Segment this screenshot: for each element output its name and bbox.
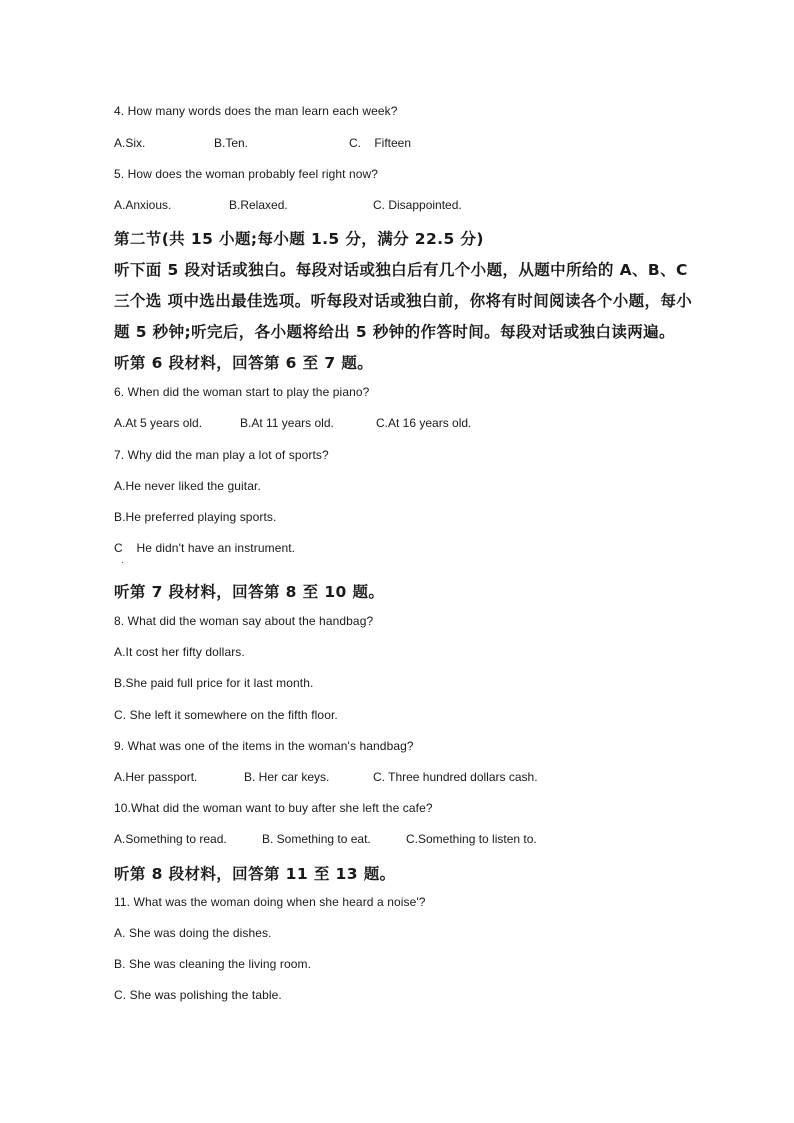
- question-4: 4. How many words does the man learn each week?: [114, 104, 398, 118]
- question-11-option-b: B. She was cleaning the living room.: [114, 957, 312, 971]
- question-6-option-c: C.At 16 years old.: [376, 416, 472, 430]
- question-6-option-a: A.At 5 years old.: [114, 416, 203, 430]
- question-11: 11. What was the woman doing when she heard a noise'?: [114, 895, 426, 909]
- question-4-option-b: B.Ten.: [214, 136, 249, 150]
- question-6: 6. When did the woman start to play the piano?: [114, 385, 370, 399]
- question-10-option-b: B. Something to eat.: [262, 832, 371, 846]
- question-8-option-b: B.She paid full price for it last month.: [114, 676, 314, 690]
- material-7-heading: 听第 7 段材料，回答第 8 至 10 题。: [114, 583, 385, 601]
- question-8-option-c: C. She left it somewhere on the fifth floor.: [114, 708, 338, 722]
- question-4-option-a: A.Six.: [114, 136, 146, 150]
- question-7: 7. Why did the man play a lot of sports?: [114, 448, 329, 462]
- question-6-option-b: B.At 11 years old.: [240, 416, 334, 430]
- question-8-option-a: A.It cost her fifty dollars.: [114, 645, 245, 659]
- question-9: 9. What was one of the items in the woman's handbag?: [114, 739, 414, 753]
- material-8-heading: 听第 8 段材料，回答第 11 至 13 题。: [114, 865, 396, 883]
- question-10: 10.What did the woman want to buy after she left the cafe?: [114, 801, 433, 815]
- question-9-option-b: B. Her car keys.: [244, 770, 330, 784]
- question-11-option-c: C. She was polishing the table.: [114, 988, 282, 1002]
- section-title: 第二节(共 15 小题;每小题 1.5 分，满分 22.5 分): [114, 230, 484, 248]
- stray-dot: [122, 562, 123, 563]
- question-8: 8. What did the woman say about the handbag?: [114, 614, 374, 628]
- question-7-option-b: B.He preferred playing sports.: [114, 510, 277, 524]
- question-5: 5. How does the woman probably feel right now?: [114, 167, 379, 181]
- question-5-option-a: A.Anxious.: [114, 198, 172, 212]
- section-instructions-line-2: 三个选 项中选出最佳选项。听每段对话或独白前，你将有时间阅读各个小题，每小: [114, 292, 693, 310]
- section-instructions-line-3: 题 5 秒钟;听完后，各小题将给出 5 秒钟的作答时间。每段对话或独白读两遍。: [114, 323, 675, 341]
- question-5-option-c: C. Disappointed.: [373, 198, 462, 212]
- question-5-option-b: B.Relaxed.: [229, 198, 288, 212]
- question-7-option-a: A.He never liked the guitar.: [114, 479, 261, 493]
- question-10-option-a: A.Something to read.: [114, 832, 227, 846]
- question-4-option-c: C. Fifteen: [349, 136, 412, 150]
- question-11-option-a: A. She was doing the dishes.: [114, 926, 272, 940]
- question-9-option-c: C. Three hundred dollars cash.: [373, 770, 538, 784]
- question-9-option-a: A.Her passport.: [114, 770, 198, 784]
- question-7-option-c: C He didn't have an instrument.: [114, 541, 296, 555]
- question-10-option-c: C.Something to listen to.: [406, 832, 537, 846]
- material-6-heading: 听第 6 段材料，回答第 6 至 7 题。: [114, 354, 374, 372]
- section-instructions-line-1: 听下面 5 段对话或独白。每段对话或独白后有几个小题，从题中所给的 A、B、C: [114, 261, 688, 279]
